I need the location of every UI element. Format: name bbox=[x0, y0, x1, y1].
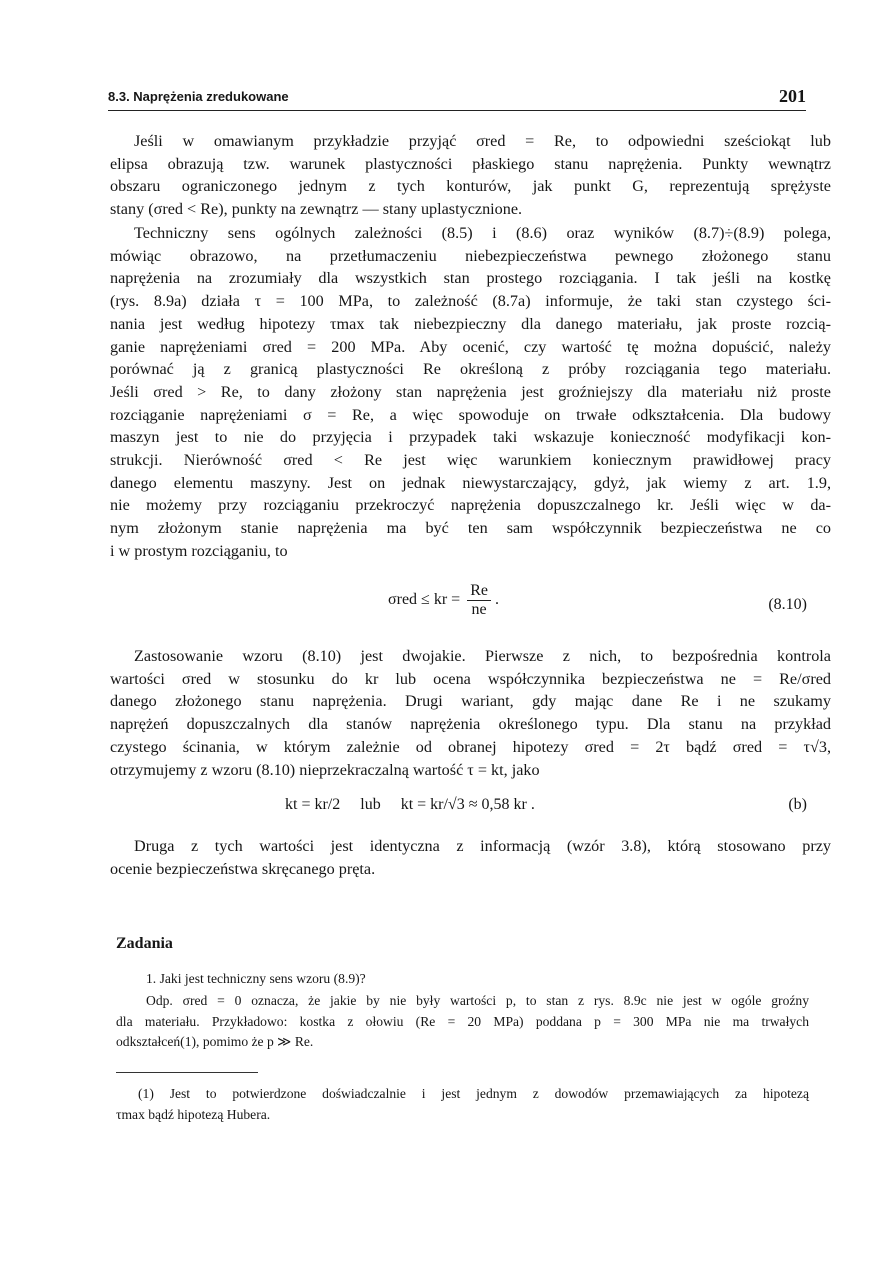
text-line: nania jest według hipotezy τmax tak niebezpieczny dla danego materiału, jak proste rozcią- bbox=[110, 314, 831, 333]
page-header bbox=[108, 86, 806, 111]
text-line: nym złożonym stanie naprężenia ma być ten sam współczynnik bezpieczeństwa ne co bbox=[110, 519, 831, 538]
fraction-denominator: ne bbox=[471, 601, 487, 618]
text-line: Techniczny sens ogólnych zależności (8.5) i (8.6) oraz wyników (8.7)÷(8.9) polega, bbox=[134, 224, 831, 242]
paragraph-1 bbox=[110, 130, 831, 221]
question-line: 1. Jaki jest techniczny sens wzoru (8.9)? bbox=[146, 971, 366, 986]
section-heading: Zadania bbox=[116, 935, 173, 952]
page-number: 201 bbox=[779, 86, 806, 106]
footnote-rule bbox=[116, 1072, 258, 1073]
equation-label-8-10: (8.10) bbox=[768, 596, 807, 613]
exercise-answer bbox=[116, 991, 809, 1053]
text-line: (rys. 8.9a) działa τ = 100 MPa, to zależność (8.7a) informuje, że taki stan czystego ści- bbox=[110, 292, 831, 311]
text-line: porównać ją z granicą plastyczności Re określoną z próby rozciągania tego materiału. bbox=[110, 360, 831, 379]
equation-8-10 bbox=[388, 582, 499, 619]
exercise-question bbox=[116, 969, 809, 990]
text-line: Jeśli σred > Re, to dany złożony stan naprężenia jest groźniejszy dla materiału niż proste bbox=[110, 382, 831, 401]
text-line: czystego ścinania, w którym zależnie od obranej hipotezy σred = 2τ bądź σred = τ√3, bbox=[110, 737, 831, 756]
text-line: rozciąganie naprężeniami σ = Re, a więc spowoduje on trwałe odkształcenia. Dla budowy bbox=[110, 405, 831, 424]
text-line: wartości σred w stosunku do kr lub ocena współczynnika bezpieczeństwa ne = Re/σred bbox=[110, 669, 831, 688]
text-line: otrzymujemy z wzoru (8.10) nieprzekraczalną wartość τ = kt, jako bbox=[110, 760, 540, 779]
text-line: danego złożonego stanu naprężenia. Drugi wariant, gdy mając dane Re i ne szukamy bbox=[110, 692, 831, 711]
equation-end: . bbox=[494, 591, 499, 609]
text-line: Zastosowanie wzoru (8.10) jest dwojakie. Pierwsze z nich, to bezpośrednia kontrola bbox=[134, 647, 831, 665]
text-line: danego elementu maszyny. Jest on jednak niewystarczający, gdyż, jak wiemy z art. 1.9, bbox=[110, 473, 831, 492]
footnote-line: (1) Jest to potwierdzone doświadczalnie i jest jednym z dowodów przemawiających za hipotezą bbox=[138, 1086, 809, 1101]
text-line: Druga z tych wartości jest identyczna z informacją (wzór 3.8), którą stosowano przy bbox=[134, 837, 831, 855]
text-line: Jeśli w omawianym przykładzie przyjąć σred = Re, to odpowiedni sześciokąt lub bbox=[134, 132, 831, 150]
running-title: 8.3. Naprężenia zredukowane bbox=[108, 89, 289, 104]
text-line: i w prostym rozciąganiu, to bbox=[110, 541, 288, 560]
fraction bbox=[467, 582, 491, 619]
paragraph-2 bbox=[110, 222, 831, 563]
footnote bbox=[116, 1084, 809, 1125]
text-line: ganie naprężeniami σred = 200 MPa. Aby ocenić, czy wartość tę można dopuścić, należy bbox=[110, 337, 831, 356]
text-line: maszyn jest to nie do przyjęcia i przypadek taki wskazuje konieczność modyfikacji kon- bbox=[110, 428, 831, 447]
answer-line: dla materiału. Przykładowo: kostka z ołowiu (Re = 20 MPa) poddana p = 300 MPa nie ma trwałych bbox=[116, 1013, 809, 1029]
equation-b: kt = kr/2 lub kt = kr/√3 ≈ 0,58 kr . bbox=[285, 796, 535, 813]
answer-line: Odp. σred = 0 oznacza, że jakie by nie były wartości p, to stan z rys. 8.9c nie jest w ogóle groźny bbox=[146, 993, 809, 1008]
text-line: strukcji. Nierówność σred < Re jest więc warunkiem koniecznym prawidłowej pracy bbox=[110, 451, 831, 470]
text-line: ocenie bezpieczeństwa skręcanego pręta. bbox=[110, 859, 376, 878]
text-line: obszaru ograniczonego jednym z tych konturów, jak punkt G, reprezentują sprężyste bbox=[110, 177, 831, 196]
footnote-line: τmax bądź hipotezą Hubera. bbox=[116, 1106, 271, 1122]
answer-line: odkształceń(1), pomimo że p ≫ Re. bbox=[116, 1034, 314, 1049]
text-line: naprężenia na zrozumiały dla wszystkich stan prostego rozciągania. I tak jeśli na kostkę bbox=[110, 269, 831, 288]
text-line: naprężeń dopuszczalnych dla stanów naprężenia określonego typu. Dla stanu na przykład bbox=[110, 715, 831, 734]
equation-label-b: (b) bbox=[788, 796, 807, 813]
fraction-numerator: Re bbox=[467, 582, 491, 601]
text-line: elipsa obrazują tzw. warunek plastyczności płaskiego stanu naprężenia. Punkty wewnątrz bbox=[110, 154, 831, 173]
text-line: mówiąc obrazowo, na przetłumaczeniu niebezpieczeństwa pewnego złożonego stanu bbox=[110, 246, 831, 265]
equation-lhs: σred ≤ kr = bbox=[388, 591, 461, 609]
paragraph-3 bbox=[110, 645, 831, 781]
text-line: nie możemy przy rozciąganiu przekroczyć naprężenia dopuszczalnego kr. Jeśli więc w da- bbox=[110, 496, 831, 515]
paragraph-4 bbox=[110, 835, 831, 880]
text-line: stany (σred < Re), punkty na zewnątrz — stany uplastycznione. bbox=[110, 200, 523, 219]
